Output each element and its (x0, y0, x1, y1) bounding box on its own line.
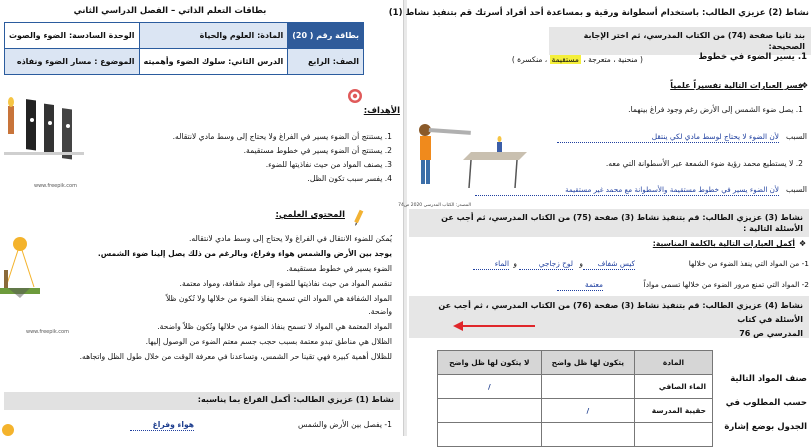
table-header-row (438, 351, 713, 375)
activity4-line2: المدرسي ص 76 (739, 329, 803, 338)
objectives-title: الأهداف: (363, 106, 400, 116)
freepik-credit-1: www.freepik.com (34, 183, 77, 189)
candle-cards-illustration (4, 86, 84, 172)
activity1-bar (4, 392, 400, 410)
target-icon (347, 88, 363, 108)
q1-options-text: ( منحنية ، متعرجة ، مستقيمة ، منكسرة ) (511, 55, 643, 64)
bullet-icon-2: ❖ (799, 239, 807, 248)
activity1-answer: هواء وفراغ (130, 420, 194, 431)
table-row (438, 375, 713, 399)
side-text-3: الجدول بوضع إشارة (724, 422, 807, 432)
classification-table (437, 350, 713, 447)
left-page (0, 0, 404, 436)
table-cell-none (438, 399, 542, 423)
subject-cell: المادة: العلوم والحياة (139, 23, 288, 49)
pencil-icon (354, 208, 368, 230)
complete-title: أكمل العبارات التالية بالكلمة المناسبة: (652, 239, 795, 248)
activity4-line1: نشاط (4) عزيزي الطالب: قم بتنفيذ نشاط (3) صفحة (76) من الكتاب المدرسي ، ثم أجب عن الأسئلة في كتاب (438, 301, 803, 324)
comma-2: و (513, 259, 517, 268)
q1-text: 1. يسير الضوء في خطوط (698, 52, 807, 62)
content-item-7: الظلال هي مناطق تبدو معتمة بسبب حجب جسم معتم الضوء من الوصول إليها. (145, 337, 392, 346)
objective-1: 1. يستنتج أن الضوء يسير في الفراغ ولا يحتاج إلى وسط مادي لانتقاله. (172, 132, 392, 141)
content-item-8: للظلال أهمية كبيرة فهي تقينا حر الشمس، وتساعدنا في معرفة الوقت من خلال طول الظل واتجاهه. (79, 352, 392, 361)
bullet-icon: ❖ (801, 81, 809, 90)
complete-2-pre: 2- المواد التي تمنع مرور الضوء من خلالها تسمى مواداً (643, 280, 809, 289)
objective-3: 3. يصنف المواد من حيث نفاذيتها للضوء. (265, 160, 392, 169)
activity3-title: نشاط (3) عزيزي الطالب: قم بتنفيذ نشاط (3) صفحة (75) من الكتاب المدرسي، ثم أجب عن الأسئلة التالية : (409, 209, 809, 237)
table-cell-none: / (438, 375, 542, 399)
content-item-6: المواد المعتمة هي المواد لا تسمح بنفاذ الضوء من خلالها وتُكون ظلاً واضحة. (157, 322, 392, 331)
table-header-no-shadow: لا يتكون لها ظل واضح (438, 351, 542, 375)
activity2-sub: بند ثانيا صفحة (74) من الكتاب المدرسي، ثم اختر الإجابة الصحيحة: (549, 27, 811, 55)
reason-2: لأن الضوء يسير في خطوط مستقيمة والأسطوانة مع محمد غير مستقيمة (475, 184, 779, 196)
unit-cell: الوحدة السادسة: الضوء والصوت (5, 23, 140, 49)
side-text-1: صنف المواد التالية (730, 374, 807, 384)
topic-cell: الموضوع : مسار الضوء ونفاذه (5, 49, 140, 75)
content-item-1: يُمكن للضوء الانتقال في الفراغ ولا يحتاج إلى وسط مادي لانتقاله. (188, 234, 392, 243)
freepik-credit-2: www.freepik.com (26, 329, 69, 335)
content-item-5: المواد الشفافة هي المواد التي تسمح بنفاذ الضوء من خلالها ولا تُكون ظلاً (165, 294, 392, 303)
complete-1-b: لوح زجاجي (519, 258, 573, 270)
table-cell-material (635, 423, 713, 447)
content-title: المحتوى العلمي: (275, 210, 345, 220)
source-note: المصدر: الكتاب المدرسي 2020 ص74 (398, 203, 471, 208)
sun-corner-icon (2, 418, 22, 440)
content-item-2: يوجد بين الأرض والشمس هواء وفراغ، وبالرغم من ذلك يصل إلينا ضوء الشمس. (97, 249, 392, 258)
content-item-4: تنقسم المواد من حيث نفاذيتها للضوء إلى مواد شفافة، ومواد معتمة. (179, 279, 392, 288)
reason-label-1: السبب (786, 132, 807, 141)
complete-1-pre: 1- من المواد التي ينفذ الضوء من خلالها (688, 259, 809, 268)
objective-4: 4. يفسر سبب تكون الظل. (307, 174, 392, 183)
table-cell-clear (541, 375, 634, 399)
complete-1-a: كيس شفاف (583, 258, 635, 270)
lesson-cell: الدرس الثاني: سلوك الضوء وأهميته (139, 49, 288, 75)
table-row (438, 399, 713, 423)
content-item-3: الضوء يسير في خطوط مستقيمة. (286, 264, 392, 273)
table-cell-none (438, 423, 542, 447)
content-item-5b: واضحة. (368, 307, 392, 316)
table-header-material: المادة (635, 351, 713, 375)
complete-1-c: الماء (473, 258, 509, 270)
table-cell-clear (541, 423, 634, 447)
table-header-clear-shadow: يتكون لها ظل واضح (541, 351, 634, 375)
activity2-title: نشاط (2) عزيزي الطالب: باستخدام أسطوانة ورقية و بمساعدة أحد أفراد أسرتك قم بتنفيذ نشاط (1) (388, 8, 809, 18)
grade-cell: الصف: الرابع (288, 49, 364, 75)
card-number: بطاقة رقم ( 20) (288, 23, 364, 49)
explain-1: 1. يصل ضوء الشمس إلى الأرض رغم وجود فراغ بينهما. (628, 105, 803, 114)
table-cell-material: حقيبة المدرسة (635, 399, 713, 423)
sun-shadow-illustration (0, 232, 40, 316)
q1-options (511, 54, 643, 65)
table-cell-material: الماء الصافي (635, 375, 713, 399)
activity1-question: 1- يفصل بين الأرض والشمس (298, 420, 392, 429)
explain-2: 2. لا يستطيع محمد رؤية ضوء الشمعة عبر الأسطوانة التي معه. (605, 159, 803, 168)
red-arrow-icon (453, 316, 535, 335)
q1-selected-option: مستقيمة (551, 55, 579, 64)
reason-label-2: السبب (786, 185, 807, 194)
boy-tube-illustration (411, 116, 529, 202)
side-text-2: حسب المطلوب في (725, 398, 807, 408)
objective-2: 2. يستنتج أن الضوء يسير في خطوط مستقيمة. (243, 146, 392, 155)
explain-title: فسر العبارات التالية تفسيراً علمياً (670, 81, 803, 90)
activity1-title: نشاط (1) عزيزي الطالب: أكمل الفراغ بما يناسبه: (197, 395, 394, 404)
table-row (438, 423, 713, 447)
info-table (4, 22, 364, 75)
right-page (388, 0, 811, 436)
complete-2-answer: معتمة (557, 279, 603, 291)
table-cell-clear: / (541, 399, 634, 423)
card-title: بطاقات التعلم الذاتي – الفصل الدراسي الثاني (73, 6, 267, 16)
reason-1: لأن الضوء لا يحتاج لوسط مادي لكي ينتقل (557, 131, 779, 143)
comma-1: و (579, 259, 583, 268)
